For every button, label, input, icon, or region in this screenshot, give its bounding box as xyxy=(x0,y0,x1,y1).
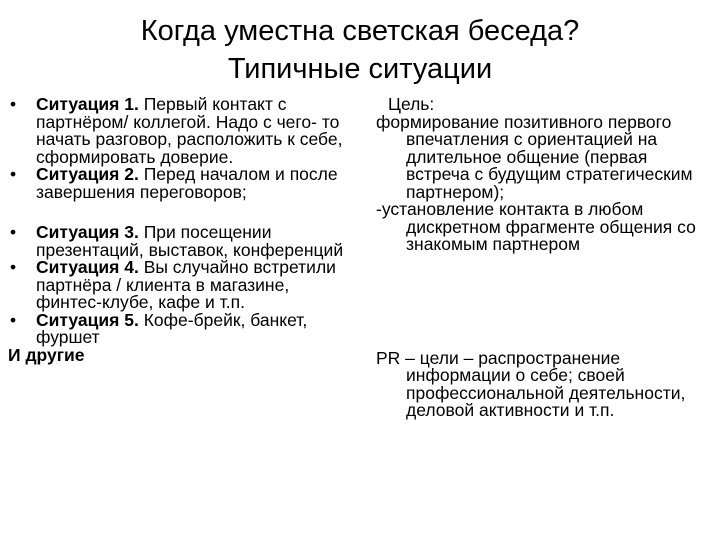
situation-label: Ситуация 2. xyxy=(36,164,139,184)
situation-item-5 xyxy=(8,309,353,347)
situation-label: Ситуация 4. xyxy=(36,257,139,277)
situation-text: Первый контакт с партнёром/ коллегой. Надо с чего- то начать разговор, расположить к себе, сформировать доверие. xyxy=(36,94,343,167)
goals-column xyxy=(376,96,706,420)
bullet-icon: • xyxy=(10,309,17,330)
situation-item-1 xyxy=(8,96,353,166)
goal-item-1: формирование позитивного первого впечатления с ориентацией на длительное общение (первая встреча с будущим стратегическим партнером); xyxy=(376,111,693,202)
bullet-icon: • xyxy=(10,94,17,114)
situation-item-4 xyxy=(8,259,353,312)
others-text: И другие xyxy=(8,344,85,365)
title-line-1: Когда уместна светская беседа? xyxy=(140,15,580,47)
pr-goal: PR – цели – распространение информации о себе; своей профессиональной деятельности, деловой активности и т.п. xyxy=(376,347,686,420)
situation-label: Ситуация 5. xyxy=(36,309,139,330)
situation-item-2 xyxy=(8,166,353,201)
situations-list xyxy=(8,96,353,364)
goal-heading: Цель: xyxy=(388,94,435,114)
situation-text: При посещении презентаций, выставок, конференций xyxy=(36,222,344,260)
bullet-icon: • xyxy=(10,164,17,184)
situation-text: Вы случайно встретили партнёра / клиента в магазине, финтес-клубе, кафе и т.п. xyxy=(36,257,336,312)
situation-text: Перед началом и после завершения переговоров; xyxy=(36,164,338,202)
situation-text: Кофе-брейк, банкет, фуршет xyxy=(36,309,308,347)
situation-label: Ситуация 3. xyxy=(36,222,139,242)
bullet-icon: • xyxy=(10,257,17,277)
goal-item-2: -установление контакта в любом дискретном фрагменте общения со знакомым партнером xyxy=(376,199,696,254)
situation-item-3 xyxy=(8,224,353,259)
title-line-2: Типичные ситуации xyxy=(227,53,493,85)
slide-title xyxy=(60,12,660,88)
situation-label: Ситуация 1. xyxy=(36,94,139,114)
bullet-icon: • xyxy=(10,222,17,242)
